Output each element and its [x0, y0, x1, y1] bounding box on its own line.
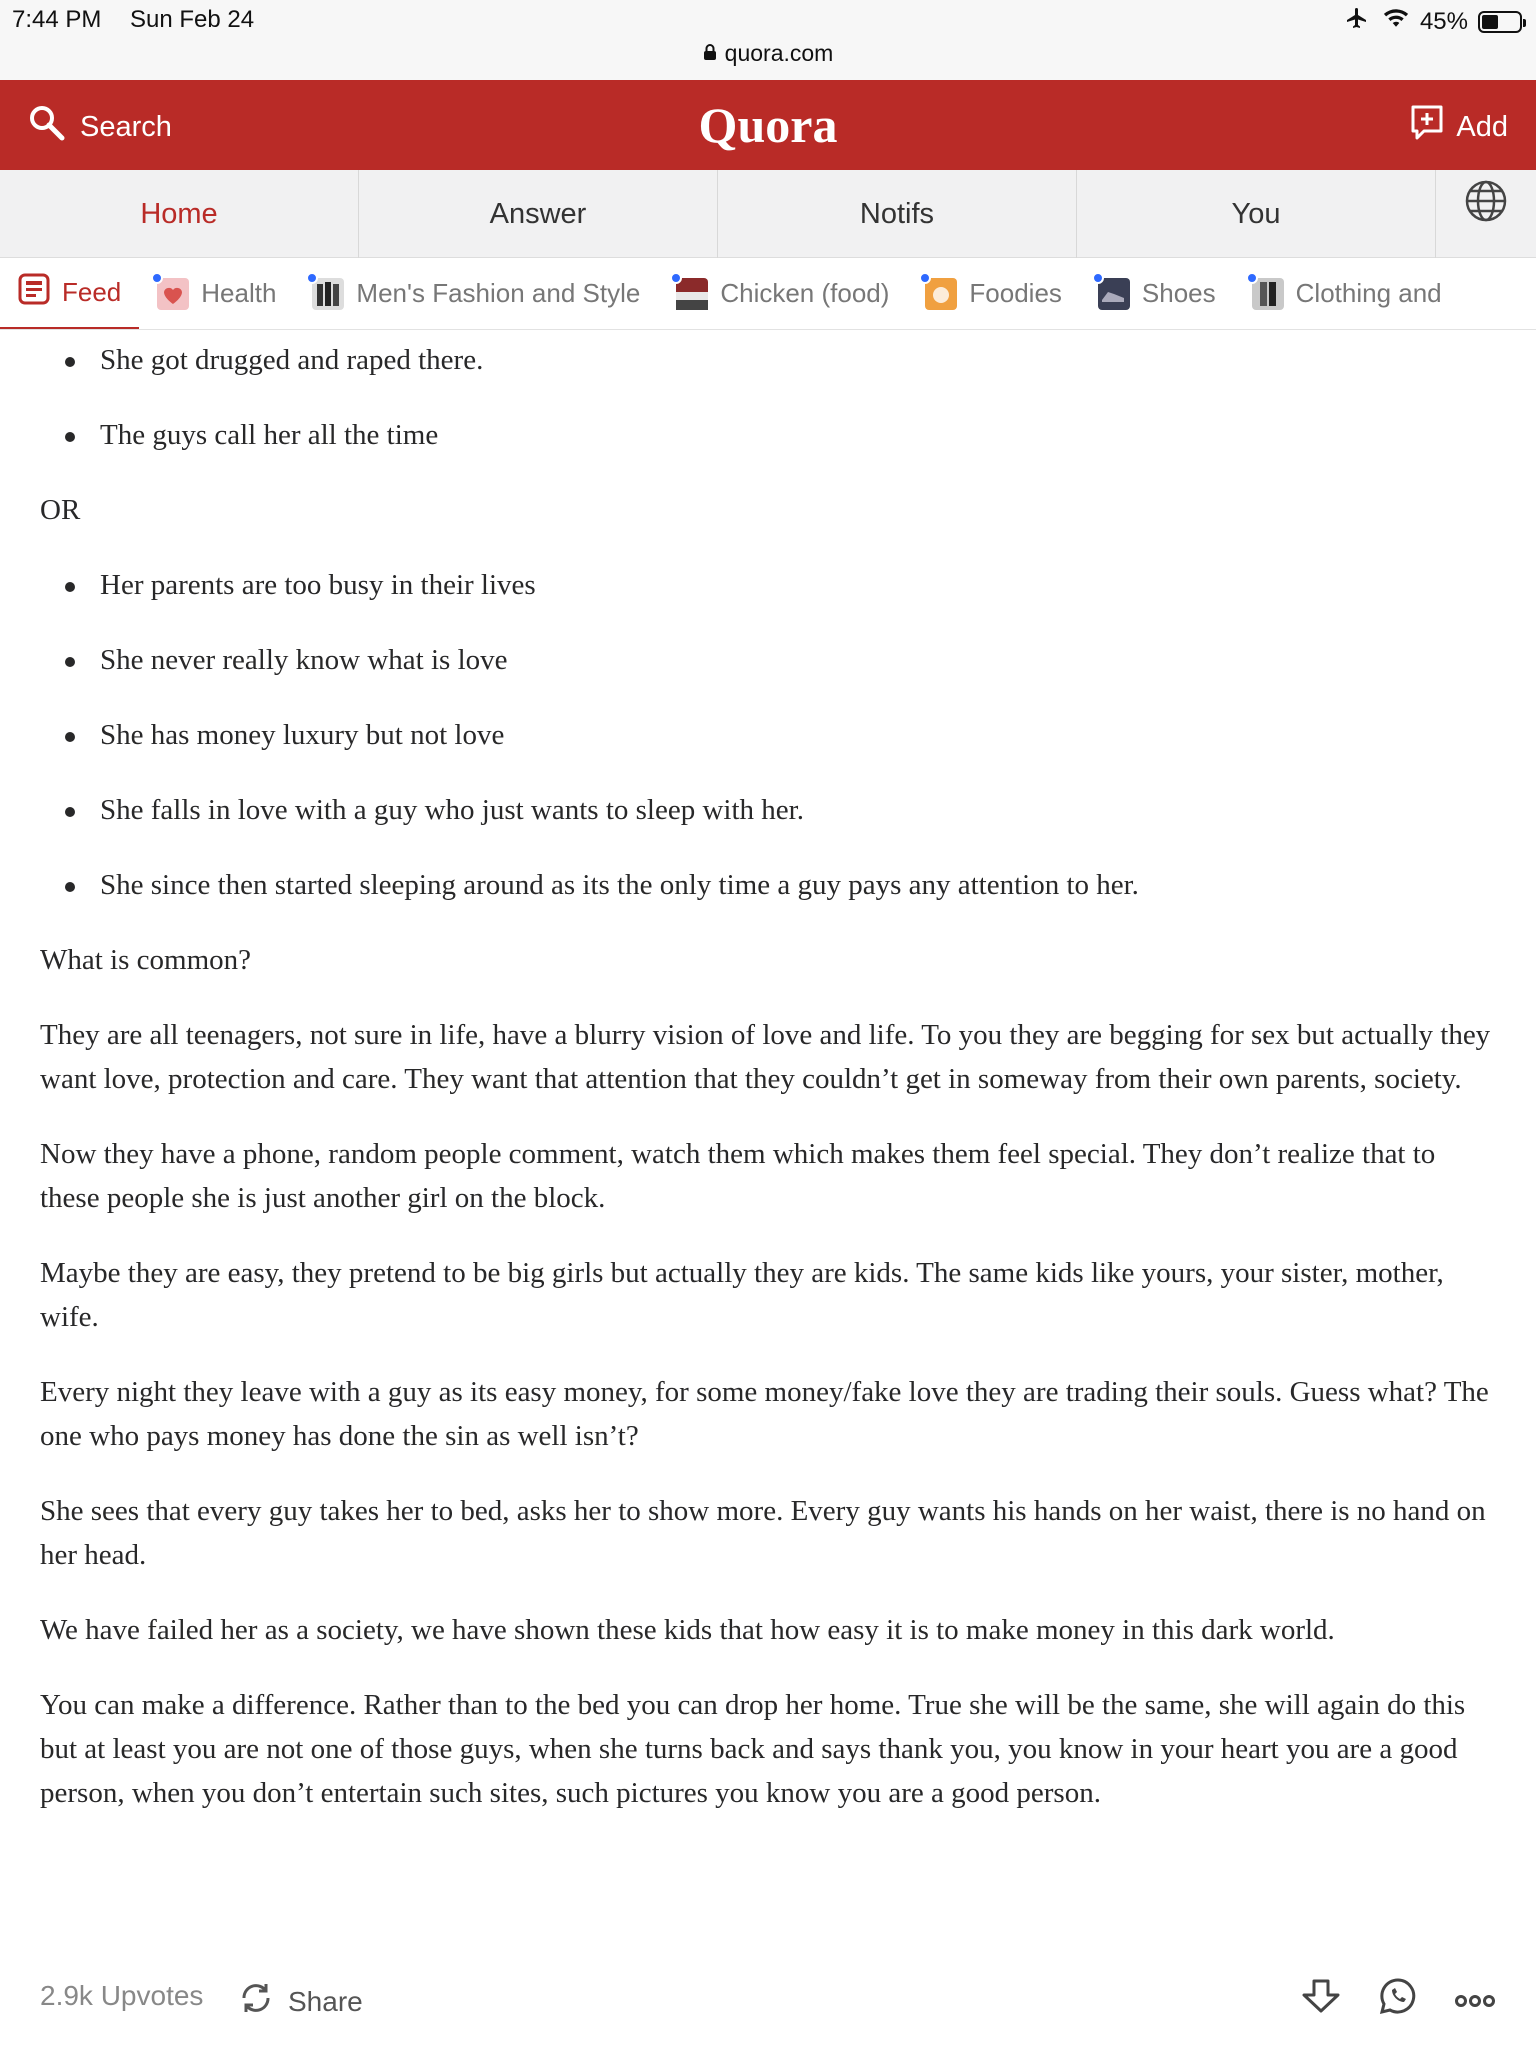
- wifi-icon: [1382, 7, 1410, 36]
- battery-percent: 45%: [1419, 7, 1468, 35]
- share-label: Share: [288, 1985, 363, 2017]
- bullet-list: [40, 563, 1500, 907]
- paragraph: She sees that every guy takes her to bed, asks her to show more. Every guy wants his hands on her waist, there is no hand on her head.: [40, 1495, 1486, 1571]
- topic-label: Men's Fashion and Style: [356, 278, 641, 308]
- app-header: [0, 80, 1536, 170]
- chicken-icon: [676, 278, 708, 310]
- list-item: She falls in love with a guy who just wants to sleep with her.: [40, 788, 1500, 832]
- foodies-icon: [925, 278, 957, 310]
- add-label: Add: [1456, 110, 1508, 143]
- topic-foodies[interactable]: [907, 258, 1080, 330]
- topic-shoes[interactable]: [1080, 258, 1234, 330]
- paragraph: Maybe they are easy, they pretend to be big girls but actually they are kids. The same kids like yours, your sister, mother, wife.: [40, 1257, 1444, 1333]
- or-text: OR: [40, 494, 81, 526]
- status-bar: [0, 0, 1536, 40]
- url-text: quora.com: [724, 40, 834, 66]
- paragraph: They are all teenagers, not sure in life, have a blurry vision of love and life. To you they are begging for sex but actually they want love, protection and care. They want that attention that they couldn’t get in someway from their own parents, society.: [40, 1019, 1491, 1095]
- health-icon: [157, 278, 189, 310]
- paragraph: Now they have a phone, random people comment, watch them which makes them feel special. They don’t realize that to these people she is just another girl on the block.: [40, 1138, 1436, 1214]
- paragraph: You can make a difference. Rather than to the bed you can drop her home. True she will be the same, she will again do this but at least you are not one of those guys, when she turns back and says thank you, you know in your heart you are a good person, when you don’t entertain such sites, such pictures you know you are a good person.: [40, 1689, 1466, 1809]
- list-item: She never really know what is love: [40, 638, 1500, 682]
- add-icon: [1410, 104, 1444, 150]
- topic-label: Shoes: [1141, 278, 1216, 308]
- language-button[interactable]: [1436, 170, 1536, 258]
- battery-icon: [1478, 11, 1522, 33]
- answer-body: [40, 338, 1500, 1846]
- tab-answer[interactable]: Answer: [359, 170, 718, 258]
- topic-bar: [0, 258, 1536, 330]
- list-item: The guys call her all the time: [40, 413, 1500, 457]
- tab-you[interactable]: You: [1077, 170, 1436, 258]
- bullet-list: [40, 338, 1500, 457]
- list-item: She since then started sleeping around as its the only time a guy pays any attention to her.: [40, 863, 1500, 907]
- topic-label: Feed: [62, 276, 122, 307]
- topic-label: Clothing and: [1295, 278, 1442, 308]
- browser-url-bar[interactable]: [0, 40, 1536, 80]
- shoes-icon: [1098, 278, 1130, 310]
- feed-icon: [18, 273, 50, 312]
- list-item: She has money luxury but not love: [40, 713, 1500, 757]
- list-item: She got drugged and raped there.: [40, 338, 1500, 382]
- topic-label: Foodies: [969, 278, 1062, 308]
- topic-label: Chicken (food): [720, 278, 890, 308]
- more-options-icon[interactable]: [1454, 1984, 1496, 2016]
- answer-action-bar: [0, 1980, 1536, 2028]
- topic-clothing[interactable]: [1234, 258, 1460, 330]
- list-item: Her parents are too busy in their lives: [40, 563, 1500, 607]
- upvote-count[interactable]: 2.9k Upvotes: [40, 1980, 204, 2011]
- status-time: 7:44 PM: [12, 6, 102, 33]
- topic-label: Health: [201, 278, 277, 308]
- globe-icon: [1464, 170, 1508, 258]
- tab-notifs[interactable]: Notifs: [718, 170, 1077, 258]
- quora-logo[interactable]: Quora: [698, 97, 838, 153]
- whatsapp-icon[interactable]: [1378, 1976, 1418, 2023]
- share-icon: [236, 1980, 276, 2023]
- topic-feed[interactable]: [0, 258, 139, 330]
- paragraph: We have failed her as a society, we have shown these kids that how easy it is to make money in this dark world.: [40, 1614, 1335, 1646]
- clothing-icon: [1252, 278, 1284, 310]
- paragraph: Every night they leave with a guy as its easy money, for some money/fake love they are trading their souls. Guess what? The one who pays money has done the sin as well isn’t?: [40, 1376, 1489, 1452]
- airplane-icon: [1342, 6, 1372, 37]
- paragraph: What is common?: [40, 944, 252, 976]
- search-label: Search: [80, 110, 172, 143]
- topic-health[interactable]: [139, 258, 294, 330]
- status-icons: [1342, 6, 1522, 37]
- share-button[interactable]: [236, 1980, 363, 2023]
- main-nav-tabs: [0, 170, 1536, 258]
- downvote-icon[interactable]: [1300, 1977, 1342, 2022]
- status-date: Sun Feb 24: [130, 6, 255, 33]
- fashion-icon: [312, 278, 344, 310]
- lock-icon: [703, 40, 717, 67]
- add-question-button[interactable]: [1410, 104, 1508, 150]
- answer-secondary-actions: [1300, 1976, 1496, 2023]
- topic-mens-fashion[interactable]: [294, 258, 658, 330]
- tab-home[interactable]: Home: [0, 170, 359, 258]
- topic-chicken-food[interactable]: [658, 258, 907, 330]
